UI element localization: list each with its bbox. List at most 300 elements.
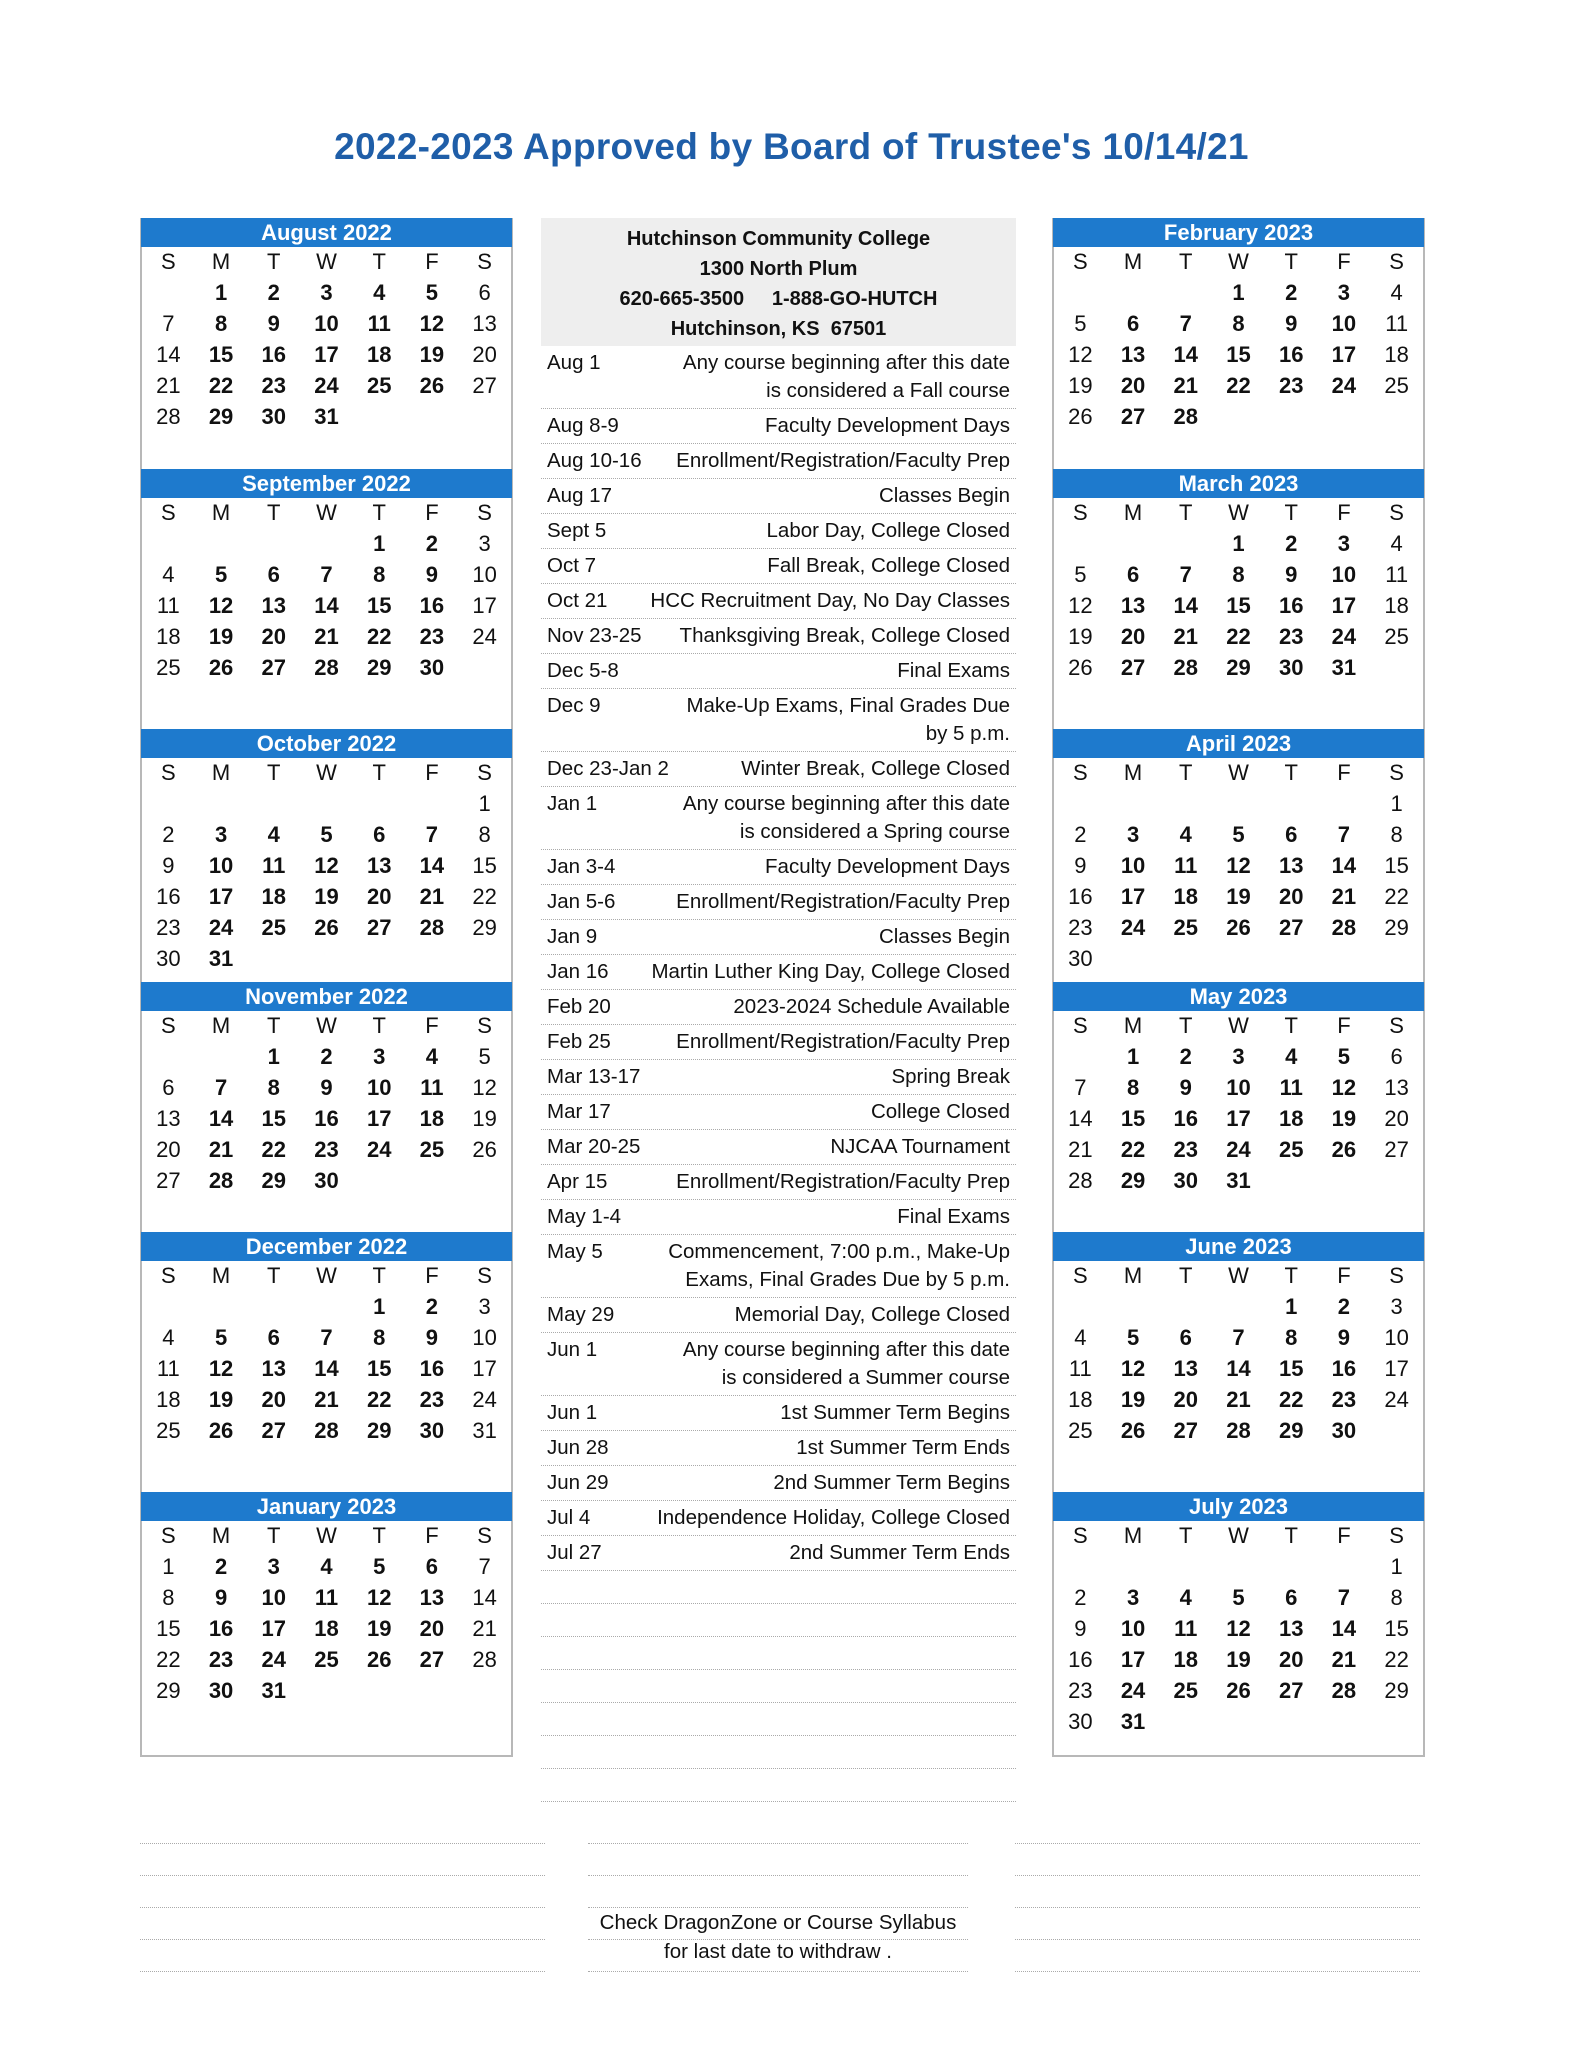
day-cell: 15 — [1120, 1106, 1146, 1131]
event-row — [541, 1165, 1016, 1200]
day-cell: 13 — [1278, 853, 1304, 878]
day-cell: 1 — [1390, 1554, 1403, 1579]
weekday-label: F — [1337, 760, 1351, 785]
day-cell: 8 — [1232, 562, 1245, 587]
weekday-label: W — [316, 760, 337, 785]
event-row — [541, 1235, 1016, 1298]
day-cell: 1 — [267, 1044, 280, 1069]
day-cell: 26 — [1068, 655, 1093, 680]
weekday-label: T — [1284, 1263, 1298, 1288]
day-cell: 18 — [1173, 1647, 1199, 1672]
empty-day-cell — [195, 788, 248, 819]
day-cell: 10 — [366, 1075, 392, 1100]
weekday-label: T — [1179, 760, 1193, 785]
day-cell: 6 — [162, 1075, 175, 1100]
weekday-label: S — [1073, 1523, 1088, 1548]
event-row — [541, 549, 1016, 584]
day-cell: 9 — [1074, 1616, 1087, 1641]
weekday-label: S — [1073, 249, 1088, 274]
empty-day-cell — [142, 1291, 195, 1322]
day-cell: 3 — [1126, 822, 1140, 847]
day-cell: 4 — [1179, 1585, 1192, 1610]
day-cell: 31 — [314, 404, 339, 429]
day-cell: 22 — [1278, 1387, 1304, 1412]
day-cell: 14 — [1068, 1106, 1093, 1131]
weekday-label: S — [477, 1013, 492, 1038]
event-row — [541, 514, 1016, 549]
day-cell: 29 — [1226, 655, 1251, 680]
day-cell: 4 — [373, 280, 386, 305]
event-list — [541, 346, 1016, 1571]
day-cell: 19 — [314, 884, 339, 909]
day-cell: 25 — [156, 1418, 181, 1443]
day-cell: 12 — [208, 593, 234, 618]
day-cell: 31 — [261, 1678, 287, 1703]
day-cell: 20 — [366, 884, 392, 909]
day-grid — [142, 498, 511, 683]
day-cell: 23 — [1068, 1678, 1093, 1703]
event-description: Enrollment/Registration/Faculty Prep — [676, 1030, 1010, 1053]
day-cell: 5 — [478, 1044, 491, 1069]
day-cell: 2 — [1179, 1044, 1192, 1069]
blank-lines — [541, 1571, 1016, 1802]
empty-day-cell — [1318, 788, 1371, 819]
day-cell: 10 — [472, 1325, 497, 1350]
day-cell: 7 — [1337, 1585, 1351, 1610]
day-cell: 9 — [267, 311, 280, 336]
day-cell: 15 — [1384, 853, 1409, 878]
college-city: Hutchinson, KS 67501 — [670, 318, 887, 340]
day-cell: 31 — [1331, 655, 1357, 680]
day-cell: 17 — [1120, 884, 1146, 909]
empty-day-cell — [1107, 277, 1160, 308]
event-description: Enrollment/Registration/Faculty Prep — [676, 1170, 1010, 1193]
day-cell: 30 — [1278, 655, 1304, 680]
event-row — [541, 1466, 1016, 1501]
month-title: September 2022 — [141, 469, 512, 498]
day-cell: 29 — [1278, 1418, 1304, 1443]
day-cell: 23 — [419, 624, 445, 649]
day-cell: 2 — [1285, 280, 1298, 305]
day-cell: 12 — [366, 1585, 392, 1610]
day-cell: 21 — [314, 624, 339, 649]
day-cell: 7 — [425, 822, 439, 847]
day-cell: 6 — [1126, 311, 1140, 336]
event-description: Final Exams — [897, 659, 1010, 682]
college-address: 1300 North Plum — [699, 258, 858, 280]
event-row — [541, 920, 1016, 955]
day-cell: 4 — [1179, 822, 1192, 847]
day-cell: 28 — [1226, 1418, 1251, 1443]
weekday-label: F — [425, 760, 439, 785]
day-cell: 1 — [1285, 1294, 1298, 1319]
event-description: Any course beginning after this date is considered a Summer course — [682, 1338, 1010, 1389]
event-description: Memorial Day, College Closed — [734, 1303, 1010, 1326]
day-cell: 25 — [1384, 373, 1409, 398]
day-cell: 29 — [366, 1418, 392, 1443]
day-cell: 6 — [425, 1554, 439, 1579]
day-cell: 10 — [1384, 1325, 1409, 1350]
day-cell: 4 — [1074, 1325, 1087, 1350]
day-cell: 23 — [156, 915, 181, 940]
day-cell: 9 — [320, 1075, 333, 1100]
day-cell: 5 — [1232, 1585, 1245, 1610]
empty-day-cell — [142, 528, 195, 559]
day-cell: 30 — [419, 655, 445, 680]
withdraw-note-line1: Check DragonZone or Course Syllabus — [599, 1911, 957, 1934]
event-date: Mar 13-17 — [547, 1065, 641, 1088]
event-description: 2nd Summer Term Ends — [789, 1541, 1010, 1564]
day-cell: 30 — [1068, 946, 1093, 971]
event-date: Jun 1 — [547, 1401, 598, 1424]
day-cell: 8 — [373, 1325, 386, 1350]
college-info — [541, 218, 1016, 346]
day-cell: 26 — [208, 655, 234, 680]
day-cell: 13 — [419, 1585, 445, 1610]
day-cell: 1 — [1126, 1044, 1140, 1069]
weekday-label: M — [1123, 1523, 1143, 1548]
event-description: Any course beginning after this date is considered a Spring course — [682, 792, 1010, 843]
blank-line — [541, 1604, 1016, 1637]
event-description: 1st Summer Term Ends — [796, 1436, 1010, 1459]
month-calendar — [142, 1232, 511, 1492]
day-cell: 22 — [208, 373, 234, 398]
month-calendar — [1054, 1492, 1423, 1752]
day-cell: 28 — [1331, 915, 1357, 940]
event-date: Sept 5 — [547, 519, 607, 542]
weekday-label: M — [211, 760, 231, 785]
day-cell: 31 — [208, 946, 234, 971]
day-cell: 28 — [1068, 1168, 1093, 1193]
day-cell: 17 — [366, 1106, 392, 1131]
day-cell: 10 — [472, 562, 497, 587]
day-cell: 3 — [320, 280, 333, 305]
day-cell: 2 — [1337, 1294, 1351, 1319]
day-cell: 11 — [156, 593, 180, 618]
event-description: Thanksgiving Break, College Closed — [679, 624, 1010, 647]
day-cell: 15 — [472, 853, 497, 878]
day-cell: 4 — [162, 1325, 175, 1350]
day-cell: 13 — [1120, 342, 1146, 367]
day-cell: 11 — [1174, 853, 1198, 878]
day-cell: 6 — [1179, 1325, 1192, 1350]
day-cell: 24 — [1331, 624, 1357, 649]
day-cell: 22 — [1384, 884, 1409, 909]
weekday-label: S — [1389, 760, 1404, 785]
day-cell: 5 — [1232, 822, 1245, 847]
event-date: Jan 5-6 — [547, 890, 616, 913]
day-cell: 13 — [156, 1106, 181, 1131]
day-cell: 12 — [472, 1075, 497, 1100]
day-cell: 25 — [1173, 915, 1199, 940]
event-description: Faculty Development Days — [765, 855, 1010, 878]
day-grid — [142, 1261, 511, 1446]
day-cell: 23 — [1278, 624, 1304, 649]
event-row — [541, 689, 1016, 752]
weekday-label: T — [372, 1013, 386, 1038]
event-description: HCC Recruitment Day, No Day Classes — [650, 589, 1010, 612]
day-cell: 25 — [1384, 624, 1409, 649]
empty-day-cell — [195, 1291, 248, 1322]
day-cell: 15 — [366, 1356, 392, 1381]
weekday-label: S — [161, 760, 176, 785]
day-cell: 14 — [208, 1106, 234, 1131]
day-cell: 1 — [162, 1554, 175, 1579]
day-cell: 24 — [208, 915, 234, 940]
day-cell: 16 — [419, 1356, 445, 1381]
month-calendar — [142, 218, 511, 469]
event-description: Make-Up Exams, Final Grades Due by 5 p.m. — [686, 694, 1010, 745]
day-cell: 29 — [261, 1168, 287, 1193]
day-cell: 4 — [1390, 531, 1403, 556]
day-cell: 5 — [1126, 1325, 1140, 1350]
day-cell: 6 — [1390, 1044, 1403, 1069]
day-cell: 10 — [1120, 853, 1146, 878]
event-row — [541, 1431, 1016, 1466]
blank-line — [541, 1736, 1016, 1769]
weekday-label: F — [1337, 249, 1351, 274]
weekday-label: S — [161, 249, 176, 274]
month-title: April 2023 — [1053, 729, 1424, 758]
day-cell: 8 — [373, 562, 386, 587]
day-cell: 12 — [1068, 342, 1093, 367]
weekday-label: F — [425, 1263, 439, 1288]
day-cell: 28 — [1173, 404, 1199, 429]
weekday-label: W — [316, 1013, 337, 1038]
event-row — [541, 1200, 1016, 1235]
month-calendar — [142, 729, 511, 982]
day-cell: 18 — [1384, 593, 1409, 618]
day-cell: 5 — [373, 1554, 386, 1579]
day-cell: 16 — [208, 1616, 234, 1641]
day-grid — [1054, 247, 1423, 432]
day-cell: 2 — [425, 1294, 439, 1319]
empty-day-cell — [195, 1041, 248, 1072]
day-cell: 9 — [1179, 1075, 1192, 1100]
day-cell: 4 — [320, 1554, 333, 1579]
weekday-label: S — [1389, 1013, 1404, 1038]
day-cell: 26 — [472, 1137, 497, 1162]
day-cell: 17 — [472, 1356, 497, 1381]
month-calendar — [142, 982, 511, 1232]
event-description: NJCAA Tournament — [830, 1135, 1010, 1158]
event-description: Independence Holiday, College Closed — [657, 1506, 1010, 1529]
empty-day-cell — [1054, 1291, 1107, 1322]
weekday-label: S — [1389, 1263, 1404, 1288]
empty-day-cell — [1159, 277, 1212, 308]
day-cell: 16 — [419, 593, 445, 618]
day-cell: 8 — [478, 822, 491, 847]
event-description: Any course beginning after this date is considered a Fall course — [682, 351, 1010, 402]
day-cell: 26 — [208, 1418, 234, 1443]
day-cell: 24 — [472, 624, 497, 649]
day-cell: 31 — [472, 1418, 497, 1443]
day-cell: 3 — [1390, 1294, 1403, 1319]
event-row — [541, 1095, 1016, 1130]
weekday-label: F — [425, 500, 439, 525]
weekday-label: F — [425, 249, 439, 274]
day-cell: 7 — [320, 562, 333, 587]
event-date: May 5 — [547, 1240, 603, 1263]
day-cell: 15 — [1226, 593, 1251, 618]
empty-day-cell — [142, 1041, 195, 1072]
weekday-label: T — [372, 249, 386, 274]
event-row — [541, 1536, 1016, 1571]
day-cell: 8 — [214, 311, 228, 336]
weekday-label: S — [161, 500, 176, 525]
empty-day-cell — [1318, 1551, 1371, 1582]
day-cell: 4 — [1390, 280, 1403, 305]
day-cell: 2 — [425, 531, 439, 556]
day-cell: 26 — [1226, 1678, 1251, 1703]
day-cell: 11 — [1068, 1356, 1092, 1381]
weekday-label: W — [1228, 249, 1249, 274]
empty-day-cell — [1107, 528, 1160, 559]
day-cell: 21 — [1331, 884, 1357, 909]
empty-day-cell — [1054, 788, 1107, 819]
event-row — [541, 1298, 1016, 1333]
day-cell: 27 — [1384, 1137, 1409, 1162]
event-row — [541, 1396, 1016, 1431]
empty-day-cell — [1159, 1551, 1212, 1582]
day-cell: 25 — [1173, 1678, 1199, 1703]
day-cell: 25 — [156, 655, 181, 680]
event-row — [541, 409, 1016, 444]
event-row — [541, 955, 1016, 990]
day-cell: 12 — [1226, 1616, 1251, 1641]
event-row — [541, 346, 1016, 409]
event-description: Enrollment/Registration/Faculty Prep — [676, 449, 1010, 472]
day-cell: 23 — [314, 1137, 339, 1162]
day-cell: 28 — [1173, 655, 1199, 680]
day-cell: 8 — [1126, 1075, 1140, 1100]
weekday-label: S — [1389, 1523, 1404, 1548]
weekday-label: W — [316, 249, 337, 274]
day-cell: 14 — [1226, 1356, 1251, 1381]
day-cell: 10 — [1331, 562, 1357, 587]
day-cell: 11 — [1385, 311, 1409, 336]
weekday-label: T — [267, 249, 281, 274]
day-cell: 6 — [1285, 1585, 1298, 1610]
day-cell: 26 — [1331, 1137, 1357, 1162]
weekday-label: T — [267, 1523, 281, 1548]
day-cell: 1 — [373, 1294, 386, 1319]
day-grid — [142, 247, 511, 432]
day-cell: 11 — [420, 1075, 444, 1100]
day-cell: 13 — [261, 593, 287, 618]
weekday-label: M — [211, 249, 231, 274]
day-cell: 20 — [1278, 884, 1304, 909]
day-cell: 27 — [419, 1647, 445, 1672]
event-date: Jul 4 — [547, 1506, 591, 1529]
day-cell: 7 — [1337, 822, 1351, 847]
event-row — [541, 584, 1016, 619]
blank-line — [541, 1637, 1016, 1670]
day-cell: 12 — [1068, 593, 1093, 618]
event-date: Aug 10-16 — [547, 449, 642, 472]
day-cell: 19 — [208, 624, 234, 649]
day-cell: 2 — [1074, 822, 1087, 847]
day-cell: 12 — [1331, 1075, 1357, 1100]
day-cell: 7 — [214, 1075, 228, 1100]
weekday-label: T — [1179, 500, 1193, 525]
weekday-label: F — [1337, 1263, 1351, 1288]
day-cell: 5 — [214, 562, 228, 587]
month-calendar — [142, 469, 511, 729]
day-cell: 13 — [1384, 1075, 1409, 1100]
day-cell: 21 — [419, 884, 445, 909]
event-date: Aug 1 — [547, 351, 601, 374]
day-cell: 3 — [267, 1554, 280, 1579]
day-cell: 11 — [314, 1585, 339, 1610]
day-cell: 28 — [156, 404, 181, 429]
day-cell: 14 — [156, 342, 181, 367]
day-cell: 5 — [1074, 562, 1087, 587]
month-title: March 2023 — [1053, 469, 1424, 498]
day-cell: 15 — [1278, 1356, 1304, 1381]
day-cell: 24 — [366, 1137, 392, 1162]
day-cell: 6 — [267, 1325, 280, 1350]
day-cell: 16 — [314, 1106, 339, 1131]
empty-day-cell — [247, 788, 300, 819]
day-cell: 10 — [208, 853, 234, 878]
day-cell: 29 — [472, 915, 497, 940]
event-description: 1st Summer Term Begins — [780, 1401, 1010, 1424]
weekday-label: S — [1073, 500, 1088, 525]
day-grid — [142, 1521, 511, 1706]
day-cell: 11 — [1385, 562, 1409, 587]
event-date: Jul 27 — [547, 1541, 602, 1564]
day-cell: 2 — [1285, 531, 1298, 556]
day-cell: 9 — [1285, 311, 1298, 336]
day-cell: 24 — [1226, 1137, 1251, 1162]
weekday-label: S — [161, 1013, 176, 1038]
day-cell: 12 — [208, 1356, 234, 1381]
day-cell: 19 — [419, 342, 445, 367]
weekday-label: W — [316, 1263, 337, 1288]
day-cell: 23 — [1278, 373, 1304, 398]
weekday-label: T — [1179, 1013, 1193, 1038]
day-cell: 29 — [1120, 1168, 1146, 1193]
blank-line — [541, 1670, 1016, 1703]
day-cell: 16 — [1331, 1356, 1357, 1381]
day-cell: 15 — [366, 593, 392, 618]
day-cell: 5 — [1074, 311, 1087, 336]
day-cell: 19 — [472, 1106, 497, 1131]
withdraw-note — [588, 1908, 968, 1966]
day-cell: 20 — [1384, 1106, 1409, 1131]
day-cell: 25 — [1278, 1137, 1304, 1162]
day-cell: 29 — [208, 404, 234, 429]
event-date: Jun 28 — [547, 1436, 609, 1459]
day-cell: 16 — [1173, 1106, 1199, 1131]
month-title: May 2023 — [1053, 982, 1424, 1011]
day-cell: 9 — [1074, 853, 1087, 878]
day-cell: 17 — [1331, 593, 1357, 618]
day-cell: 8 — [162, 1585, 175, 1610]
empty-day-cell — [247, 1291, 300, 1322]
day-cell: 18 — [1068, 1387, 1093, 1412]
event-date: Oct 21 — [547, 589, 608, 612]
event-description: Final Exams — [897, 1205, 1010, 1228]
empty-day-cell — [1212, 1551, 1265, 1582]
weekday-label: S — [477, 760, 492, 785]
day-cell: 2 — [320, 1044, 333, 1069]
day-cell: 20 — [419, 1616, 445, 1641]
day-cell: 18 — [314, 1616, 339, 1641]
day-cell: 27 — [1278, 915, 1304, 940]
day-cell: 30 — [1173, 1168, 1199, 1193]
